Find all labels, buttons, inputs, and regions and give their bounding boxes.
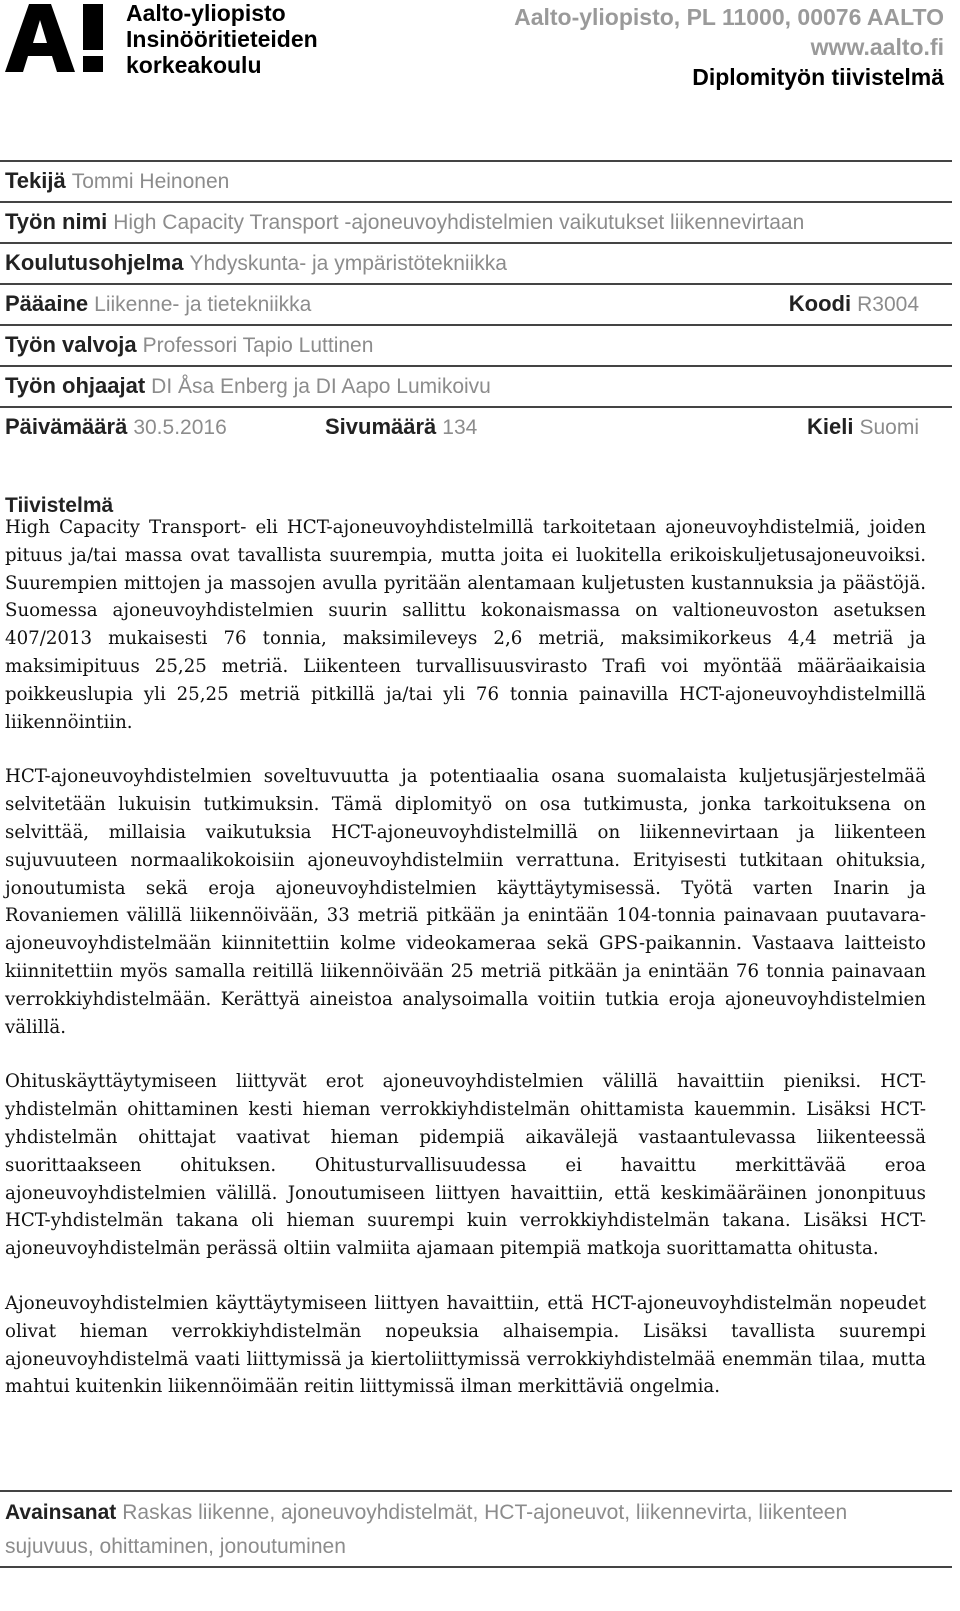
author-row [0, 160, 952, 202]
supervisor-value: Professori Tapio Luttinen [142, 334, 374, 357]
advisors-value: DI Åsa Enberg ja DI Aapo Lumikoivu [151, 375, 491, 398]
abstract-paragraph: Ajoneuvoyhdistelmien käyttäytymiseen liittyen havaittiin, että HCT-ajoneuvoyhdistelmän nopeudet olivat hieman verrokkiyhdistelmän nopeuksia alhaisempia. Lisäksi tavallista suurempi ajoneuvoyhdistelmä vaati liittymissä ja kiertoliittymissä verrokkiyhdistelmää enemmän tilaa, mutta mahtui kuitenkin liikennöimään reitin liittymissä ilman merkittäviä ongelmia. [5, 1292, 926, 1398]
keywords-section [0, 1490, 952, 1568]
website-link[interactable]: www.aalto.fi [810, 34, 944, 60]
document-header [0, 0, 960, 160]
address-block [514, 2, 944, 62]
university-name [126, 0, 318, 78]
document-type: Diplomityön tiivistelmä [692, 64, 944, 90]
abstract-body [5, 514, 926, 1428]
supervisor-label: Työn valvoja [5, 332, 137, 357]
abstract-paragraph: HCT-ajoneuvoyhdistelmien soveltuvuutta ja potentiaalia osana suomalaista kuljetusjärjestelmää selvitetään lukuisin tutkimuksin. Tämä diplomityö on osa tutkimusta, jonka tarkoituksena on selvittää, millaisia vaikutuksia HCT-ajoneuvoyhdistelmillä on liikennevirtaan ja liikenteen sujuvuuteen normaalikokoisiin ajoneuvoyhdistelmiin verrattuna. Erityisesti tutkitaan ohituksia, jonoutumista sekä eroja ajoneuvoyhdistelmien käyttäytymisessä. Työtä varten Inarin ja Rovaniemen välillä liikennöivään, 33 metriä pitkään ja enintään 104-tonnia painavaan puutavara-ajoneuvoyhdistelmään kiinnitettiin kolme videokameraa sekä GPS-paikannin. Vastaava laitteisto kiinnitettiin myös samalla reitillä liikennöivään 25 metriä pitkään ja enintään 76 tonnia painavaan verrokkiyhdistelmään. Kerättyä aineistoa analysoimalla voitiin tutkia eroja ajoneuvoyhdistelmien välillä. [5, 766, 926, 1038]
university-line: Aalto-yliopisto [126, 0, 286, 26]
abstract-paragraph: Ohituskäyttäytymiseen liittyvät erot ajoneuvoyhdistelmien välillä havaittiin pieniksi. HCT-yhdistelmän ohittaminen kesti hieman verrokkiyhdistelmän ohittamista kauemmin. Lisäksi HCT-yhdistelmän ohittajat vaativat hieman pidempiä aikavälejä vastaantulevassa liikenteessä suorittaakseen ohituksen. Ohitusturvallisuudessa ei havaittu merkittävää eroa ajoneuvoyhdistelmien välillä. Jonoutumiseen liittyen havaittiin, että keskimääräinen jononpituus HCT-yhdistelmän takana oli hieman suurempi kuin verrokkiyhdistelmän takana. Lisäksi HCT-ajoneuvoyhdistelmän perässä oltiin valmiita ajamaan pitempiä matkoja suorittamatta ohitusta. [5, 1071, 926, 1260]
keywords-text [5, 1496, 926, 1564]
keywords-value: Raskas liikenne, ajoneuvoyhdistelmät, HCT-ajoneuvot, liikennevirta, liikenteen sujuvuus, ohittaminen, jonoutuminen [5, 1501, 848, 1558]
supervisor-row [0, 324, 952, 366]
title-label: Työn nimi [5, 209, 108, 234]
title-row [0, 201, 952, 243]
language-label: Kieli [807, 414, 854, 439]
code-label: Koodi [788, 291, 852, 316]
abstract-paragraph: High Capacity Transport- eli HCT-ajoneuvoyhdistelmillä tarkoitetaan ajoneuvoyhdistelmiä, joiden pituus ja/tai massa ovat tavallista suurempia, mutta joita ei luokitella erikoiskuljetusajoneuvoiksi. Suurempien mittojen ja massojen avulla pyritään alentamaan kuljetusten kustannuksia ja päästöjä. Suomessa ajoneuvoyhdistelmien suurin sallittu kokonaismassa on valtioneuvoston asetuksen 407/2013 mukaisesti 76 tonnia, maksimileveys 2,6 metriä, maksimikorkeus 4,4 metriä ja maksimipituus 25,25 metriä. Liikenteen turvallisuusvirasto Trafi voi myöntää määräaikaisia poikkeuslupia yli 25,25 metriä pitkillä ja/tai yli 76 tonnia painavilla HCT-ajoneuvoyhdistelmillä liikennöintiin. [5, 517, 926, 733]
university-line: korkeakoulu [126, 52, 262, 78]
university-line: Insinööritieteiden [126, 26, 318, 52]
programme-row [0, 242, 952, 284]
pages-label: Sivumäärä [325, 414, 437, 439]
abstract-heading: Tiivistelmä [5, 494, 114, 517]
advisors-row [0, 365, 952, 407]
date-value: 30.5.2016 [133, 416, 227, 439]
code-value: R3004 [857, 293, 919, 316]
author-label: Tekijä [5, 168, 66, 193]
programme-value: Yhdyskunta- ja ympäristötekniikka [189, 252, 507, 275]
programme-label: Koulutusohjelma [5, 250, 184, 275]
postal-address: Aalto-yliopisto, PL 11000, 00076 AALTO [514, 4, 944, 30]
advisors-label: Työn ohjaajat [5, 373, 146, 398]
title-value: High Capacity Transport -ajoneuvoyhdistelmien vaikutukset liikennevirtaan [113, 211, 805, 234]
pages-value: 134 [442, 416, 478, 439]
major-row [0, 283, 952, 325]
date-row [0, 406, 952, 448]
major-value: Liikenne- ja tietekniikka [94, 293, 312, 316]
language-value: Suomi [859, 416, 919, 439]
keywords-label: Avainsanat [5, 1501, 117, 1524]
aalto-logo-mark-icon [5, 2, 125, 76]
date-label: Päivämäärä [5, 414, 128, 439]
author-value: Tommi Heinonen [71, 170, 230, 193]
major-label: Pääaine [5, 291, 89, 316]
